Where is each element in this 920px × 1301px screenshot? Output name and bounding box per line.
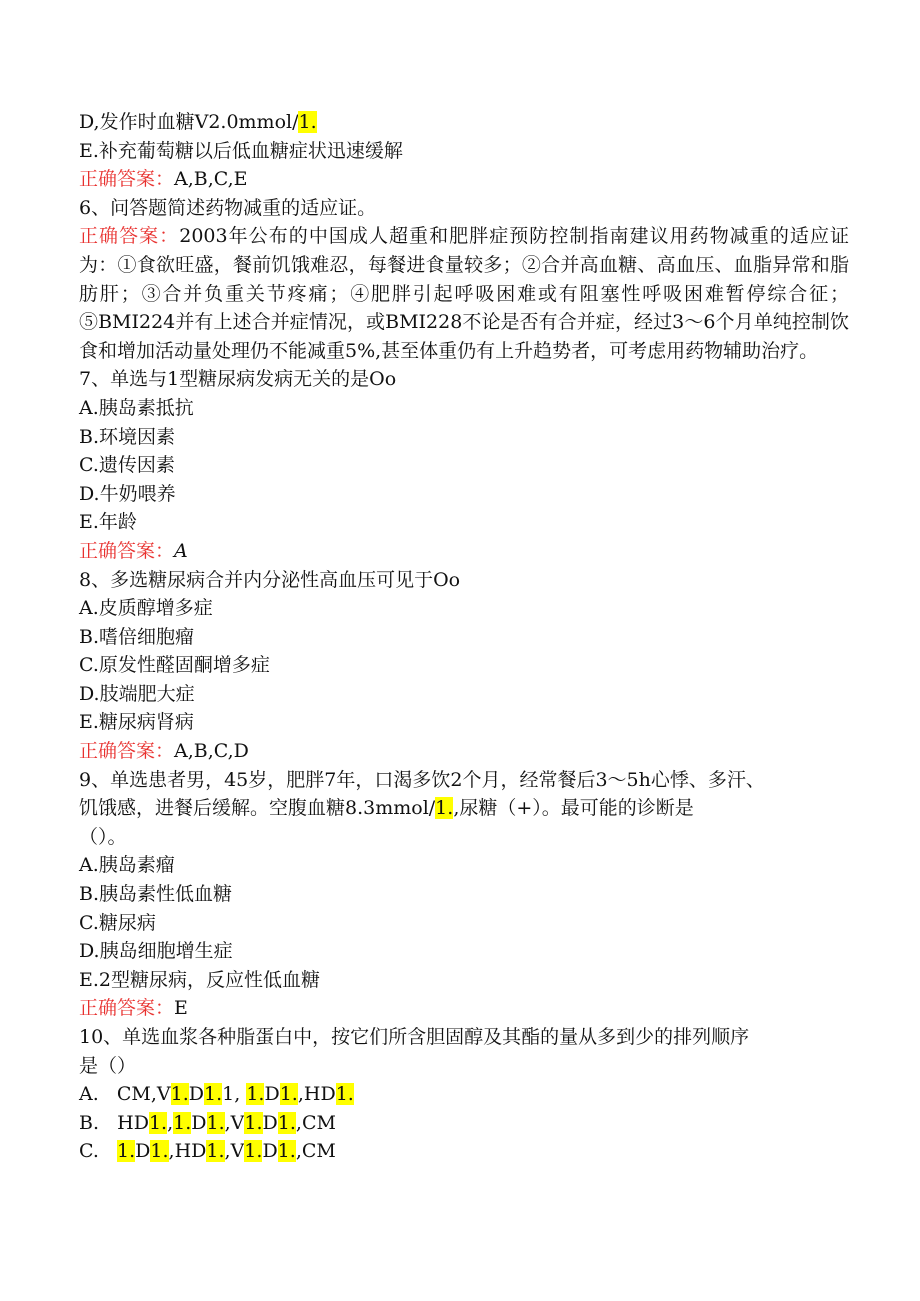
option-text: A. CM,V	[79, 1083, 171, 1106]
answer-text: 2003年公布的中国成人超重和肥胖症预防控制指南建议用药物减重的适应证为：①食欲旺盛，餐前饥饿难忍，每餐进食量较多；②合并高血糖、高血压、血脂异常和脂肪肝；③合并负重关节疼痛；④肥胖引起呼吸困难或有阻塞性呼吸困难暂停综合征；⑤BMI224并有上述合并症情况，或BMI228不论是否有合并症，经过3～6个月单纯控制饮食和增加活动量处理仍不能减重5%,甚至体重仍有上升趋势者，可考虑用药物辅助治疗。	[79, 225, 849, 362]
option-text: ,V	[224, 1140, 245, 1163]
option-text: D,发作时血糖V2.0mmol/	[79, 111, 299, 133]
highlighted-text: 1.	[335, 1083, 354, 1106]
question-9-line-1: 9、单选患者男，45岁，肥胖7年，口渴多饮2个月，经常餐后3～5h心悸、多汗、	[79, 768, 765, 791]
option-b: B.胰岛素性低血糖	[79, 883, 233, 906]
option-c: C.遗传因素	[79, 454, 175, 477]
option-c	[79, 1137, 849, 1166]
answer-line	[79, 737, 849, 766]
option-text: D	[191, 1111, 207, 1134]
option-e: E.2型糖尿病，反应性低血糖	[79, 968, 320, 991]
answer-value: E	[174, 997, 188, 1020]
answer-label: 正确答案：	[79, 740, 175, 763]
highlighted-text: 1.	[279, 1083, 298, 1106]
question-text: 饥饿感，进餐后缓解。空腹血糖8.3mmol/	[79, 797, 436, 820]
question-8: 8、多选糖尿病合并内分泌性高血压可见于Oo	[79, 568, 461, 591]
option-e-line: E.补充葡萄糖以后低血糖症状迅速缓解	[79, 139, 403, 162]
answer-label: 正确答案：	[79, 225, 180, 248]
highlighted-text: 1.	[173, 1111, 192, 1134]
option-d-line	[79, 108, 849, 137]
option-text: C.	[79, 1140, 118, 1163]
option-text: B. HD	[79, 1111, 149, 1134]
option-text: 1,	[222, 1083, 247, 1106]
option-text: ,CM	[295, 1140, 336, 1163]
option-text: ,CM	[295, 1111, 336, 1134]
option-a: A.胰岛素抵抗	[79, 396, 194, 419]
highlighted-text: 1.	[298, 111, 317, 133]
answer-label: 正确答案：	[79, 168, 175, 191]
option-e: E.年龄	[79, 511, 137, 534]
highlighted-text: 1.	[206, 1140, 225, 1163]
option-text: D	[262, 1140, 278, 1163]
question-text: ,尿糖（+）。最可能的诊断是	[453, 797, 694, 820]
option-d: D.牛奶喂养	[79, 482, 176, 505]
highlighted-text: 1.	[435, 797, 454, 820]
highlighted-text: 1.	[150, 1140, 169, 1163]
answer-value: A,B,C,D	[174, 740, 249, 763]
highlighted-text: 1.	[246, 1083, 265, 1106]
option-c: C.原发性醛固酮增多症	[79, 654, 270, 677]
option-b: B.环境因素	[79, 425, 176, 448]
option-b: B.嗜倍细胞瘤	[79, 625, 195, 648]
highlighted-text: 1.	[204, 1083, 223, 1106]
answer-label: 正确答案：	[79, 997, 175, 1020]
option-b	[79, 1109, 849, 1138]
answer-line	[79, 165, 849, 194]
option-a: A.胰岛素瘤	[79, 854, 175, 877]
question-9-line-2	[79, 794, 849, 823]
highlighted-text: 1.	[277, 1140, 296, 1163]
option-a	[79, 1080, 849, 1109]
answer-line	[79, 537, 849, 566]
highlighted-text: 1.	[117, 1140, 136, 1163]
document-page	[79, 108, 849, 1166]
answer-value: A,B,C,E	[174, 168, 248, 191]
option-c: C.糖尿病	[79, 911, 156, 934]
highlighted-text: 1.	[244, 1111, 263, 1134]
option-e: E.糖尿病肾病	[79, 711, 194, 734]
option-d: D.肢端肥大症	[79, 682, 195, 705]
answer-line	[79, 994, 849, 1023]
option-text: D	[264, 1083, 280, 1106]
option-text: ,	[167, 1111, 174, 1134]
highlighted-text: 1.	[277, 1111, 296, 1134]
answer-paragraph-6	[79, 222, 849, 365]
question-9-line-3: （）。	[79, 825, 127, 848]
highlighted-text: 1.	[170, 1083, 189, 1106]
question-10-line-2: 是（）	[79, 1054, 137, 1077]
question-6: 6、问答题简述药物减重的适应证。	[79, 196, 377, 219]
highlighted-text: 1.	[148, 1111, 168, 1134]
answer-label: 正确答案：	[79, 539, 175, 562]
option-text: D	[188, 1083, 205, 1106]
option-text: ,HD	[297, 1083, 336, 1106]
answer-value: A	[174, 539, 188, 562]
option-text: ,V	[224, 1111, 245, 1134]
option-text: D	[135, 1140, 151, 1163]
question-7: 7、单选与1型糖尿病发病无关的是Oo	[79, 368, 397, 391]
highlighted-text: 1.	[244, 1140, 263, 1163]
option-text: D	[262, 1111, 278, 1134]
option-text: ,HD	[168, 1140, 207, 1163]
option-d: D.胰岛细胞增生症	[79, 940, 233, 963]
question-10-line-1: 10、单选血浆各种脂蛋白中，按它们所含胆固醇及其酯的量从多到少的排列顺序	[79, 1026, 750, 1048]
highlighted-text: 1.	[206, 1111, 225, 1134]
option-a: A.皮质醇增多症	[79, 597, 213, 620]
